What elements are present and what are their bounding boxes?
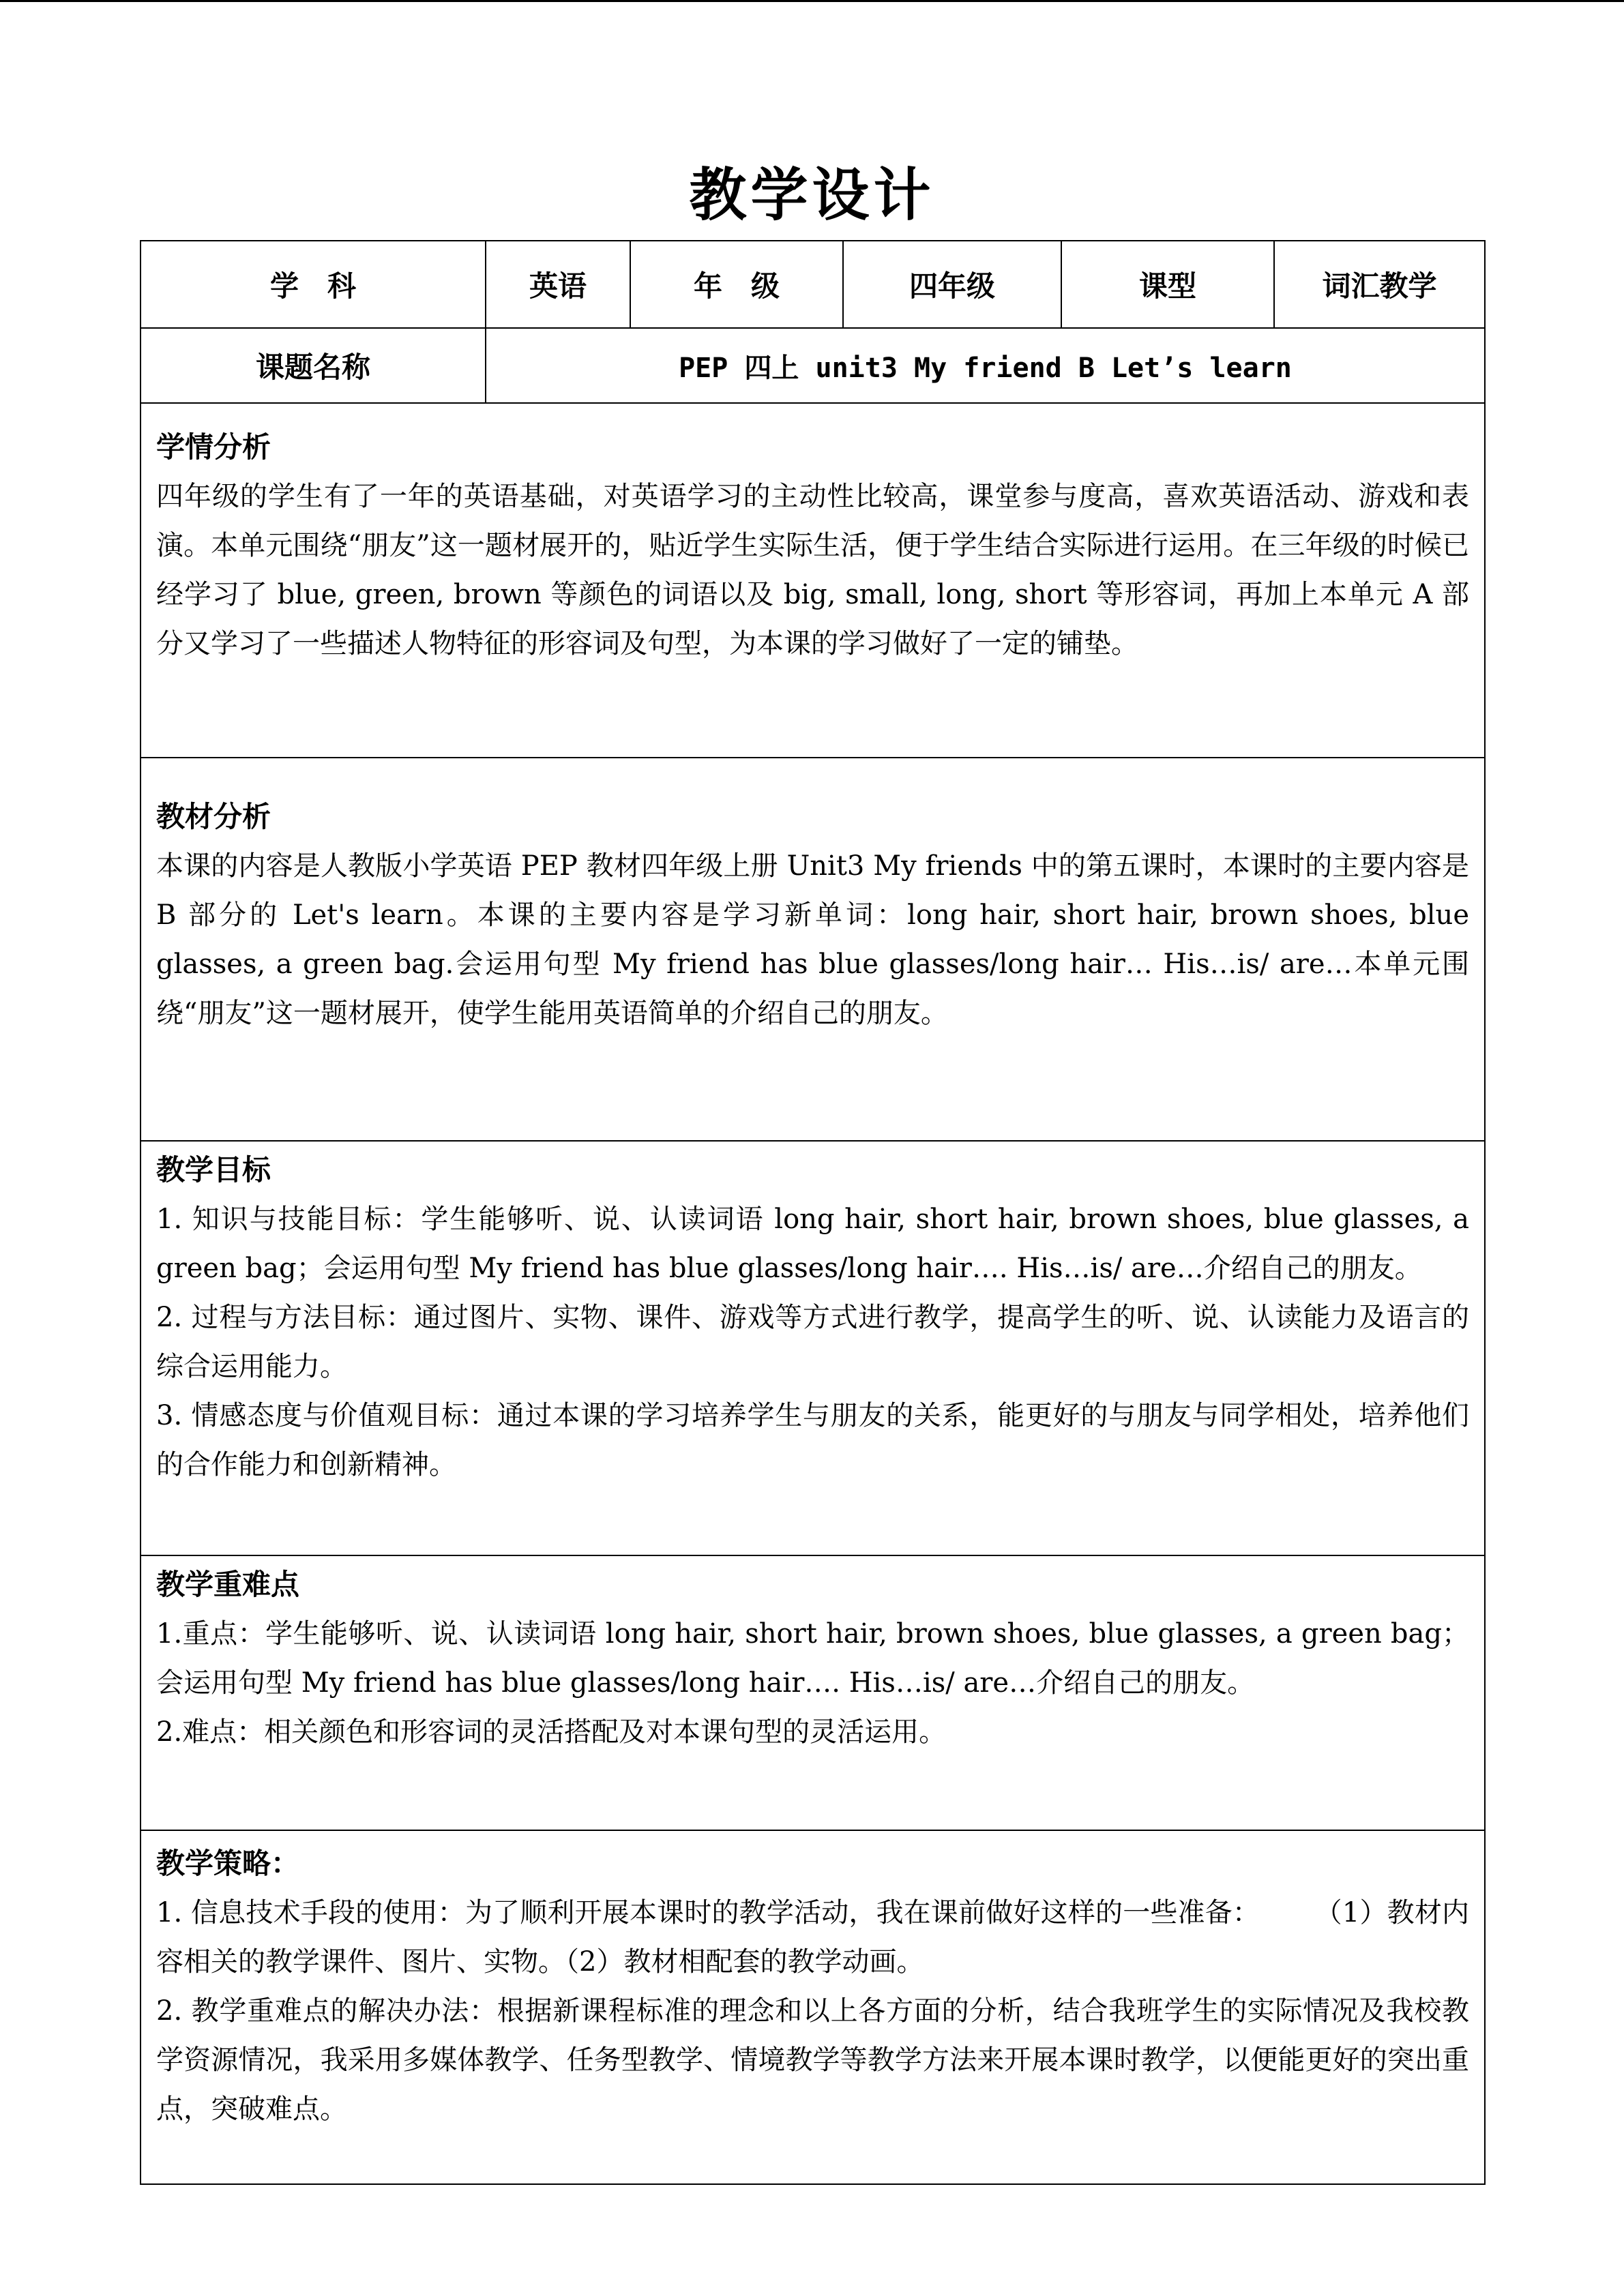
strategy-technology: 1. 信息技术手段的使用：为了顺利开展本课时的教学活动，我在课前做好这样的一些准备： （1）教材内容相关的教学课件、图片、实物。（2）教材相配套的教学动画。 (156, 1897, 1469, 1978)
objective-process-methods: 2. 过程与方法目标：通过图片、实物、课件、游戏等方式进行教学，提高学生的听、说、认读能力及语言的综合运用能力。 (156, 1302, 1469, 1382)
grade-label: 年 级 (630, 241, 843, 328)
key-point-focus: 1.重点：学生能够听、说、认读词语 long hair, short hair, brown shoes, blue glasses, a green bag；会运用句型 My friend has blue glasses/long hair…. His…is/ are…介绍自己的朋友。 (156, 1618, 1469, 1699)
student-analysis-heading: 学情分析 (156, 430, 271, 464)
material-analysis-text: 本课的内容是人教版小学英语 PEP 教材四年级上册 Unit3 My friends 中的第五课时，本课时的主要内容是 B 部分的 Let's learn。本课的主要内容是学习新单词：long hair, short hair, brown shoes, blue glasses, a green bag.会运用句型 My friend has blue glasses/long hair… His…is/ are…本单元围绕“朋友”这一题材展开，使学生能用英语简单的介绍自己的朋友。 (156, 850, 1469, 1029)
topic-label: 课题名称 (141, 328, 486, 403)
objectives-heading: 教学目标 (156, 1153, 271, 1187)
objectives-row (141, 1141, 1485, 1555)
student-analysis-row (141, 403, 1485, 758)
strategies-section (141, 1830, 1485, 2184)
subject-label: 学 科 (141, 241, 486, 328)
topic-row (141, 328, 1485, 403)
material-analysis-heading: 教材分析 (156, 800, 271, 833)
student-analysis-section (141, 403, 1485, 758)
top-border-line (0, 0, 1624, 2)
lesson-type-value: 词汇教学 (1274, 241, 1485, 328)
header-row (141, 241, 1485, 328)
document-title: 教学设计 (689, 162, 935, 228)
material-analysis-row (141, 758, 1485, 1141)
key-points-section (141, 1555, 1485, 1830)
student-analysis-text: 四年级的学生有了一年的英语基础，对英语学习的主动性比较高，课堂参与度高，喜欢英语活动、游戏和表演。本单元围绕“朋友”这一题材展开的，贴近学生实际生活，便于学生结合实际进行运用。在三年级的时候已经学习了 blue, green, brown 等颜色的词语以及 big, small, long, short 等形容词，再加上本单元 A 部分又学习了一些描述人物特征的形容词及句型，为本课的学习做好了一定的铺垫。 (156, 481, 1469, 659)
key-point-difficulty: 2.难点：相关颜色和形容词的灵活搭配及对本课句型的灵活运用。 (156, 1716, 947, 1748)
key-points-row (141, 1555, 1485, 1830)
strategies-heading: 教学策略： (156, 1847, 300, 1880)
strategies-row (141, 1830, 1485, 2184)
strategy-solutions: 2. 教学重难点的解决办法：根据新课程标准的理念和以上各方面的分析，结合我班学生的实际情况及我校教学资源情况，我采用多媒体教学、任务型教学、情境教学等教学方法来开展本课时教学，以便能更好的突出重点，突破难点。 (156, 1995, 1469, 2125)
lesson-plan-table (140, 240, 1486, 2185)
material-analysis-section (141, 758, 1485, 1141)
objectives-section (141, 1141, 1485, 1555)
subject-value: 英语 (486, 241, 630, 328)
objective-knowledge-skills: 1. 知识与技能目标：学生能够听、说、认读词语 long hair, short hair, brown shoes, blue glasses, a green bag；会运用句型 My friend has blue glasses/long hair…. His…is/ are…介绍自己的朋友。 (156, 1204, 1469, 1284)
lesson-type-label: 课型 (1061, 241, 1274, 328)
grade-value: 四年级 (843, 241, 1061, 328)
objective-emotion-values: 3. 情感态度与价值观目标：通过本课的学习培养学生与朋友的关系，能更好的与朋友与同学相处，培养他们的合作能力和创新精神。 (156, 1400, 1469, 1480)
topic-value: PEP 四上 unit3 My friend B Let’s learn (486, 328, 1485, 403)
key-points-heading: 教学重难点 (156, 1568, 300, 1601)
